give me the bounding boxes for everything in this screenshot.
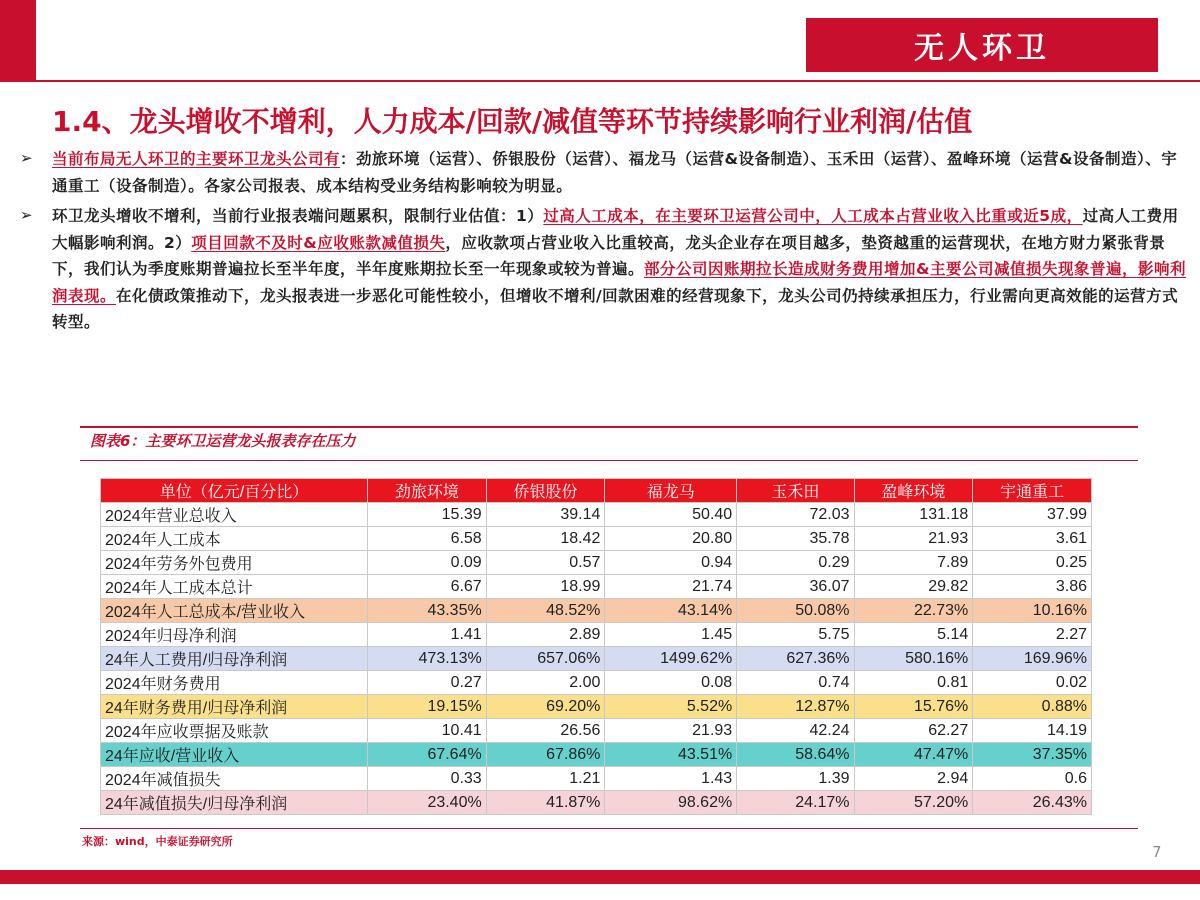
table-cell: 10.16%: [973, 599, 1092, 623]
body-text: ：劲旅环境（运营）、侨银股份（运营）、福龙马（运营&设备制造）、玉禾田（运营）、盈峰环境（运营&设备制造）、宇通重工（设备制造）。各家公司报表、成本结构受业务结构影响较为明显。: [52, 150, 1178, 195]
table-row: [101, 671, 1092, 695]
bullet-item-1: [20, 146, 1190, 199]
table-row: [101, 695, 1092, 719]
highlight-text: 项目回款不及时&应收账款减值损失: [191, 233, 446, 252]
table-row: [101, 743, 1092, 767]
table-cell: 7.89: [854, 551, 973, 575]
table-cell: 0.6: [973, 767, 1092, 791]
table-row: [101, 503, 1092, 527]
table-row: [101, 599, 1092, 623]
table-row: [101, 623, 1092, 647]
figure-rule-top: [80, 426, 1138, 428]
row-label: 2024年减值损失: [101, 767, 368, 791]
table-cell: 0.09: [368, 551, 487, 575]
table-cell: 169.96%: [973, 647, 1092, 671]
table-cell: 5.75: [737, 623, 854, 647]
footer-bar: [0, 870, 1200, 884]
table-cell: 0.74: [737, 671, 854, 695]
page-number: 7: [1152, 843, 1162, 861]
body-text: 环卫龙头增收不增利，当前行业报表端问题累积，限制行业估值：1）: [52, 207, 544, 225]
table-cell: 3.86: [973, 575, 1092, 599]
body-text: 过高人工费用大幅影响利润。2）: [52, 207, 1179, 252]
row-label: 2024年归母净利润: [101, 623, 368, 647]
source-note: 来源：wind，中泰证券研究所: [82, 835, 233, 848]
table-cell: 24.17%: [737, 791, 854, 815]
figure-title: 图表6：主要环卫运营龙头报表存在压力: [90, 432, 356, 450]
bullet-text: [52, 146, 1190, 199]
table-cell: 0.94: [605, 551, 737, 575]
bullet-text: [52, 203, 1190, 336]
table-cell: 19.15%: [368, 695, 487, 719]
table-cell: 37.99: [973, 503, 1092, 527]
row-label: 2024年劳务外包费用: [101, 551, 368, 575]
table-cell: 26.56: [486, 719, 605, 743]
financial-table: [100, 478, 1092, 815]
table-row: [101, 551, 1092, 575]
bullet-list: [20, 146, 1190, 340]
table-cell: 1.43: [605, 767, 737, 791]
table-row: [101, 791, 1092, 815]
table-cell: 72.03: [737, 503, 854, 527]
row-label: 2024年营业总收入: [101, 503, 368, 527]
row-label: 24年人工费用/归母净利润: [101, 647, 368, 671]
column-header: 盈峰环境: [854, 479, 973, 503]
table-cell: 0.29: [737, 551, 854, 575]
body-text: 在化债政策推动下，龙头报表进一步恶化可能性较小，但增收不增利/回款困难的经营现象下，龙头公司仍持续承担压力，行业需向更高效能的运营方式转型。: [52, 286, 1179, 331]
table-cell: 21.93: [854, 527, 973, 551]
table-cell: 12.87%: [737, 695, 854, 719]
table-cell: 26.43%: [973, 791, 1092, 815]
table-row: [101, 719, 1092, 743]
column-header: 侨银股份: [486, 479, 605, 503]
table-cell: 6.67: [368, 575, 487, 599]
table-cell: 1.41: [368, 623, 487, 647]
table-cell: 0.25: [973, 551, 1092, 575]
table-row: [101, 767, 1092, 791]
table-cell: 18.42: [486, 527, 605, 551]
column-header: 单位（亿元/百分比）: [101, 479, 368, 503]
table-cell: 0.88%: [973, 695, 1092, 719]
column-header: 劲旅环境: [368, 479, 487, 503]
table-cell: 50.40: [605, 503, 737, 527]
table-cell: 18.99: [486, 575, 605, 599]
row-label: 2024年应收票据及账款: [101, 719, 368, 743]
table-header-row: [101, 479, 1092, 503]
bullet-item-2: [20, 203, 1190, 336]
table-cell: 2.27: [973, 623, 1092, 647]
table-cell: 0.81: [854, 671, 973, 695]
table-cell: 62.27: [854, 719, 973, 743]
table-cell: 5.52%: [605, 695, 737, 719]
table-cell: 21.74: [605, 575, 737, 599]
figure-rule-end: [80, 828, 1138, 829]
column-header: 玉禾田: [737, 479, 854, 503]
table-cell: 14.19: [973, 719, 1092, 743]
table-cell: 20.80: [605, 527, 737, 551]
table-cell: 48.52%: [486, 599, 605, 623]
row-label: 24年财务费用/归母净利润: [101, 695, 368, 719]
table-cell: 98.62%: [605, 791, 737, 815]
table-cell: 43.51%: [605, 743, 737, 767]
table-cell: 29.82: [854, 575, 973, 599]
body-text: ，应收款项占营业收入比重较高，龙头企业存在项目越多，垫资越重的运营现状，在地方财力紧张背景下，我们认为季度账期普遍拉长至半年度，半年度账期拉长至一年现象或较为普遍。: [52, 233, 1166, 278]
arrow-bullet-icon: ➢: [20, 149, 33, 167]
table-cell: 0.33: [368, 767, 487, 791]
table-cell: 47.47%: [854, 743, 973, 767]
table-cell: 43.14%: [605, 599, 737, 623]
table-cell: 0.02: [973, 671, 1092, 695]
table-cell: 10.41: [368, 719, 487, 743]
table-cell: 0.08: [605, 671, 737, 695]
table-cell: 657.06%: [486, 647, 605, 671]
table-cell: 580.16%: [854, 647, 973, 671]
column-header: 福龙马: [605, 479, 737, 503]
table-cell: 2.89: [486, 623, 605, 647]
table-cell: 6.58: [368, 527, 487, 551]
column-header: 宇通重工: [973, 479, 1092, 503]
table-cell: 1.39: [737, 767, 854, 791]
table-row: [101, 527, 1092, 551]
row-label: 2024年人工总成本/营业收入: [101, 599, 368, 623]
table-cell: 1499.62%: [605, 647, 737, 671]
table-cell: 67.86%: [486, 743, 605, 767]
figure-rule-bottom: [80, 460, 1138, 461]
table-cell: 15.39: [368, 503, 487, 527]
table-body: [101, 503, 1092, 815]
table-cell: 43.35%: [368, 599, 487, 623]
table-cell: 35.78: [737, 527, 854, 551]
table-cell: 57.20%: [854, 791, 973, 815]
table-cell: 39.14: [486, 503, 605, 527]
table-cell: 473.13%: [368, 647, 487, 671]
row-label: 2024年财务费用: [101, 671, 368, 695]
table-cell: 1.21: [486, 767, 605, 791]
row-label: 24年减值损失/归母净利润: [101, 791, 368, 815]
table-cell: 1.45: [605, 623, 737, 647]
table-cell: 69.20%: [486, 695, 605, 719]
table-cell: 50.08%: [737, 599, 854, 623]
section-tag: 无人环卫: [806, 18, 1158, 72]
table-cell: 3.61: [973, 527, 1092, 551]
table-cell: 0.27: [368, 671, 487, 695]
highlight-text: 过高人工成本，在主要环卫运营公司中，人工成本占营业收入比重或近5成，: [543, 207, 1083, 225]
left-accent-bar: [0, 0, 36, 82]
table-cell: 36.07: [737, 575, 854, 599]
table-cell: 0.57: [486, 551, 605, 575]
table-row: [101, 647, 1092, 671]
row-label: 2024年人工成本: [101, 527, 368, 551]
highlight-text: 部分公司因账期拉长造成财务费用增加&主要公司减值损失现象普遍，影响利润表现。: [52, 260, 1187, 305]
highlight-text: 当前布局无人环卫的主要环卫龙头公司有: [52, 150, 341, 168]
slide-title: 1.4、龙头增收不增利，人力成本/回款/减值等环节持续影响行业利润/估值: [52, 105, 973, 138]
table-cell: 58.64%: [737, 743, 854, 767]
table-cell: 37.35%: [973, 743, 1092, 767]
table-cell: 22.73%: [854, 599, 973, 623]
arrow-bullet-icon: ➢: [20, 206, 33, 224]
table-cell: 67.64%: [368, 743, 487, 767]
table-cell: 41.87%: [486, 791, 605, 815]
table-cell: 23.40%: [368, 791, 487, 815]
table-cell: 2.94: [854, 767, 973, 791]
table-cell: 15.76%: [854, 695, 973, 719]
table-cell: 21.93: [605, 719, 737, 743]
row-label: 24年应收/营业收入: [101, 743, 368, 767]
table-cell: 131.18: [854, 503, 973, 527]
header-rule: [36, 80, 1200, 82]
table-cell: 5.14: [854, 623, 973, 647]
row-label: 2024年人工成本总计: [101, 575, 368, 599]
table-cell: 2.00: [486, 671, 605, 695]
table-cell: 42.24: [737, 719, 854, 743]
table-row: [101, 575, 1092, 599]
table-cell: 627.36%: [737, 647, 854, 671]
